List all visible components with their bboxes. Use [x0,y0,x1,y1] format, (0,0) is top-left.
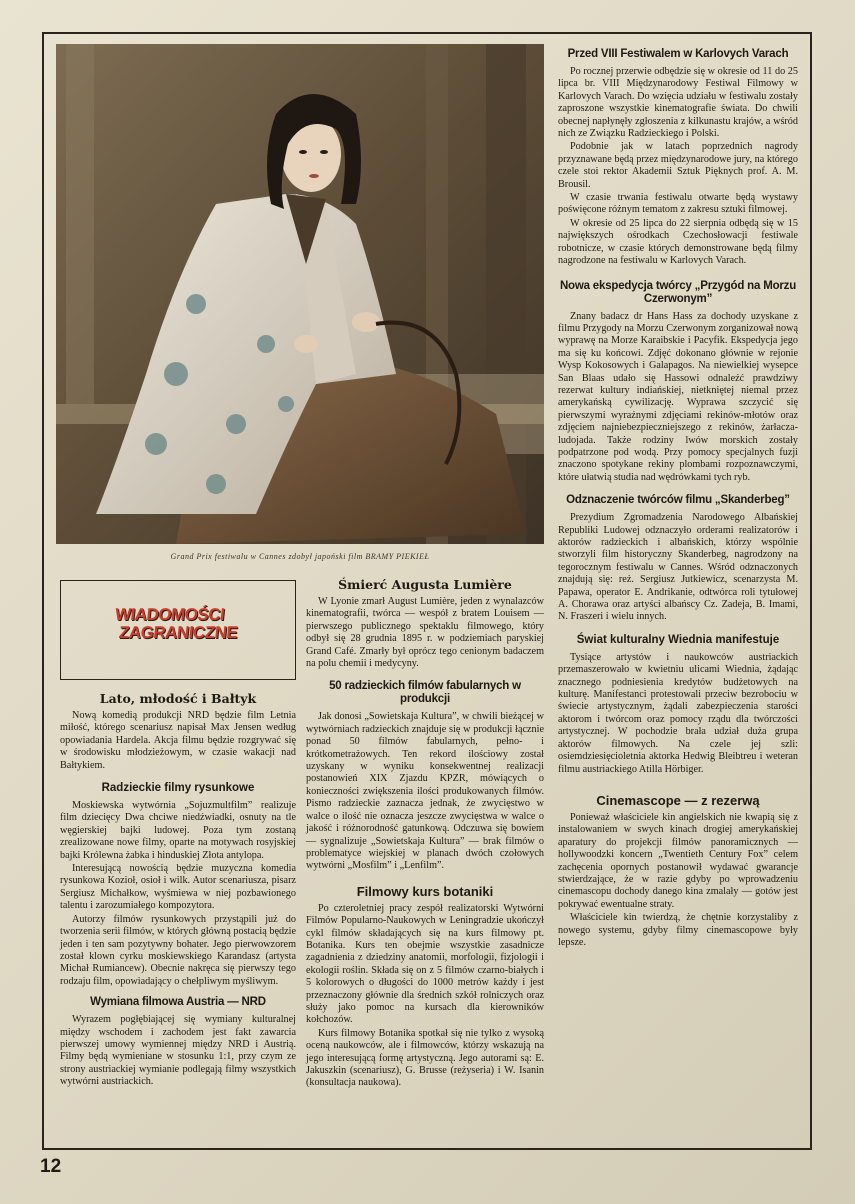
rysunkowe-paragraph-1: Moskiewska wytwórnia „Sojuzmultfilm” realizuje film dziecięcy Dwa chciwe niedźwiadki, osnuty na tle węgierskiej bajki ludowej. Poza tym zostaną zrealizowane nowe filmy, oparte na motywach rosyjskiej bajki Królewna żabka i hinduskiej Złota antylopa. [60,800,296,861]
logo-line-2: ZAGRANICZNE [118,623,239,642]
karlowe-paragraph-3: W czasie trwania festiwalu otwarte będą wystawy poświęcone różnym tematom z zakresu sztuki filmowej. [558,192,798,216]
heading-radzieckie-50: 50 radzieckich filmów fabularnych w produkcji [329,680,521,706]
heading-rysunkowe: Radzieckie filmy rysunkowe [101,782,255,795]
botaniki-paragraph-2: Kurs filmowy Botanika spotkał się nie tylko z wysoką oceną naukowców, ale i filmowców, którzy wskazują na jego interesującą formę artystyczną. Jego autorami są: E. Jakuszkin (scenariusz), G. Brusse (reżyseria) i W. Isanin (konsultacja naukowa). [306,1027,544,1089]
heading-karlowe: Przed VIII Festiwalem w Karlovych Varach [567,48,789,60]
botaniki-paragraph-1: Po czteroletniej pracy zespół realizatorski Wytwórni Filmów Popularno-Naukowych w Leningradzie ukończył cykl filmów składających się na kurs filmowy pt. Botanika. Kurs ten obejmie wszystkie zasadnicze zagadnienia z dziedziny anatomii, morfologii, fizjologii i ekologii roślin. Składa się on z 5 filmów czarno-białych i 5 kolorowych o długości do 1000 metrów każdy i jest przeznaczony głównie dla średnich szkół rolniczych oraz służy jako pomoc na kursach dla kierowników kołchozów. [306,902,544,1026]
heading-cinemascope: Cinemascope — z rezerwą [596,792,760,808]
section-logo [115,606,241,654]
heading-wymiana: Wymiana filmowa Austria — NRD [90,996,266,1009]
lumiere-paragraph-1: W Lyonie zmarł August Lumière, jeden z wynalazców kinematografii, twórca — wespół z bratem Louisem — pierwszego publicznego spektaklu filmowego, który odbył się 28 grudnia 1895 r. w podziemiach paryskiej Grand Café. Zmarły był oprócz tego cenionym badaczem na polu chemii i medycyny. [306,596,544,670]
rysunkowe-paragraph-2: Interesującą nowością będzie muzyczna komedia rysunkowa Kozioł, osioł i wilk. Autor scenariusza, pisarz Sergiusz Michałkow, wyśmiewa w niej pozbawionego talentu i zarozumiałego kompozytora. [60,863,296,912]
film-still-illustration [56,44,544,544]
heading-lato: Lato, młodość i Bałtyk [99,691,257,706]
heading-hass: Nowa ekspedycja twórcy „Przygód na Morzu Czerwonym” [559,279,797,305]
karlowe-paragraph-2: Podobnie jak w latach poprzednich nagrody przyznawane będą przez międzynarodowe jury, na którego czele stoi rektor Akademii Sztuk Pięknych prof. A. M. Brousil. [558,141,798,190]
middle-column [306,574,544,1091]
left-column [60,688,296,1090]
lato-paragraph-1: Nową komedią produkcji NRD będzie film Letnia miłość, którego scenariusz napisał Max Jensen według opowiadania Hardela. Akcja filmu będzie rozgrywać się w środowisku młodzieżowym, w czasie wakacji nad Bałtykiem. [60,710,296,771]
radzieckie-50-paragraph-1: Jak donosi „Sowietskaja Kultura”, w chwili bieżącej w wytwórniach radzieckich znajduje się w produkcji łącznie ponad 50 filmów fabularnych, pełno- i krótkometrażowych. Ten rekord ilościowy został uzyskany w wyniku konsekwentnej realizacji postanowień XIX Zjazdu KPZR, mówiących o konieczności zwiększenia ilości produkowanych filmów. Pismo radzieckie zaznacza jednak, że zwycięstwo w walce o ilość nie oznacza jeszcze zwycięstwa w walce o jakość i różnorodność gatunkową. Odczuwa się bowiem — sygnalizuje „Sowietskaja Kultura” — brak filmów o problematyce wiejskiej w planach dwóch czołowych wytwórni „Mosfilm” i „Lenfilm”. [306,711,544,872]
rysunkowe-paragraph-3: Autorzy filmów rysunkowych przystąpili już do tworzenia serii filmów, w których główną postacią będzie jeden i ten sam pozytywny bohater. Jego pierwowzorem został klown cyrku moskiewskiego Karandasz (artysta Michał Rumiancew). Obecnie nakręca się pierwszy tego rodzaju film, opowiadający o chełpliwym myśliwym. [60,913,296,987]
heading-skanderbeg: Odznaczenie twórców filmu „Skanderbeg” [566,494,790,507]
heading-wieden: Świat kulturalny Wiednia manifestuje [576,633,780,646]
cinemascope-paragraph-1: Ponieważ właściciele kin angielskich nie kwapią się z instalowaniem w swych kinach drogiej amerykańskiej aparatury do projekcji filmów panoramicznych — hollywoodzki koncern „Twentieth Century Fox” celem zachęcenia opornych postanowił wydawać gwarancje stwierdzające, że w razie gdyby po wprowadzeniu cinemascopu dochody danego kina zmalały — gotów jest pokrywać ewentualne straty. [558,811,798,910]
film-still-photo [56,44,544,544]
page-number: 12 [40,1156,62,1177]
wieden-paragraph-1: Tysiące artystów i naukowców austriackich przemaszerowało w kwietniu ulicami Wiednia, żądając znacznego podniesienia kredytów budżetowych na kulturę. Manifestanci protestowali przeciw bezrobociu w świecie artystycznym, żądali zabezpieczenia starości aktorom i twórcom oraz pomocy rządu dla twórczości artystycznej. W pochodzie brała udział duża grupa aktorów filmowych. Na czele jej szli: osiemdziesięcioletnia aktorka Hedwig Bleibtreu i weteran filmu austriackiego Atilla Hörbiger. [558,651,798,775]
karlowe-paragraph-4: W okresie od 25 lipca do 22 sierpnia odbędą się w 15 największych ośrodkach Czechosłowacji festiwale robotnicze, w czasie których demonstrowane będą filmy nagrodzone na festiwalu w Karlovych Varach. [558,217,798,267]
karlowe-paragraph-1: Po rocznej przerwie odbędzie się w okresie od 11 do 25 lipca br. VIII Międzynarodowy Festiwal Filmowy w Karlovych Varach. Do wzięcia udziału w festiwalu zostały zaproszone wszystkie kinematografie świata. Do chwili obecnej napłynęły zgłoszenia z kilkunastu krajów, a wśród nich ze Związku Radzieckiego i Polski. [558,66,798,140]
hass-paragraph-1: Znany badacz dr Hans Hass za dochody uzyskane z filmu Przygody na Morzu Czerwonym zorganizował nową wyprawę na Morze Karaibskie i Pacyfik. Ekspedycja jego ma się ku końcowi. Zdjęć dokonano głównie w rejonie Wysp Kokosowych i Galapagos. Na niewielkiej wysepce San Blaas udało się Hassowi odnaleźć prawdziwy rezerwat kultury indiańskiej, nietkniętej niemal przez amerykańską cywilizację. Wyprawa szczycić się pierwszymi wyraźnymi zdjęciami rekinów-młotów oraz zdjęciem najniebezpieczniejszego z rekinów, żarłacza-ludojada. Także rodziny lwów morskich zostały podpatrzone pod wodą. Przy pomocy specjalnych fuzji znaczono spotykane rekiny plombami rozpoznawczymi, które ułatwią studia nad wędrówkami tych ryb. [558,310,798,483]
cinemascope-paragraph-2: Właściciele kin twierdzą, że chętnie korzystaliby z nowego systemu, gdyby filmy cinemascopowe były lepsze. [558,912,798,948]
logo-line-1: WIADOMOŚCI [114,605,226,624]
skanderbeg-paragraph-1: Prezydium Zgromadzenia Narodowego Albańskiej Republiki Ludowej odznaczyło orderami realizatorów i aktorów radzieckich i albańskich, którzy wspólnie stworzyli film historyczny Skanderbeg, nagrodzony na tegorocznym festiwalu w Cannes. Wśród odznaczonych znajdują się: reż. Sergiusz Jutkiewicz, scenarzysta M. Papawa, operator E. Andrikanie, odtwórca roli tytułowej A. Chorawa oraz artyści albańscy Cz. Zadeja, B. Imami, N. Fraszeri i wielu innych. [558,512,798,623]
photo-caption: Grand Prix festiwalu w Cannes zdobył japoński film BRAMY PIEKIEŁ [170,552,430,561]
heading-lumiere: Śmierć Augusta Lumière [338,577,512,592]
heading-botaniki: Filmowy kurs botaniki [356,883,494,899]
wymiana-paragraph-1: Wyrazem pogłębiającej się wymiany kulturalnej między wschodem i zachodem jest fakt zawarcia pierwszej umowy wymiennej między NRD i Austrią. Filmy będą wymieniane w stosunku 1:1, przy czym ze strony austriackiej wymianie podlegają filmy wszystkich wytwórni austriackich. [60,1014,296,1088]
section-logo-box [60,580,296,680]
right-column [558,44,798,950]
